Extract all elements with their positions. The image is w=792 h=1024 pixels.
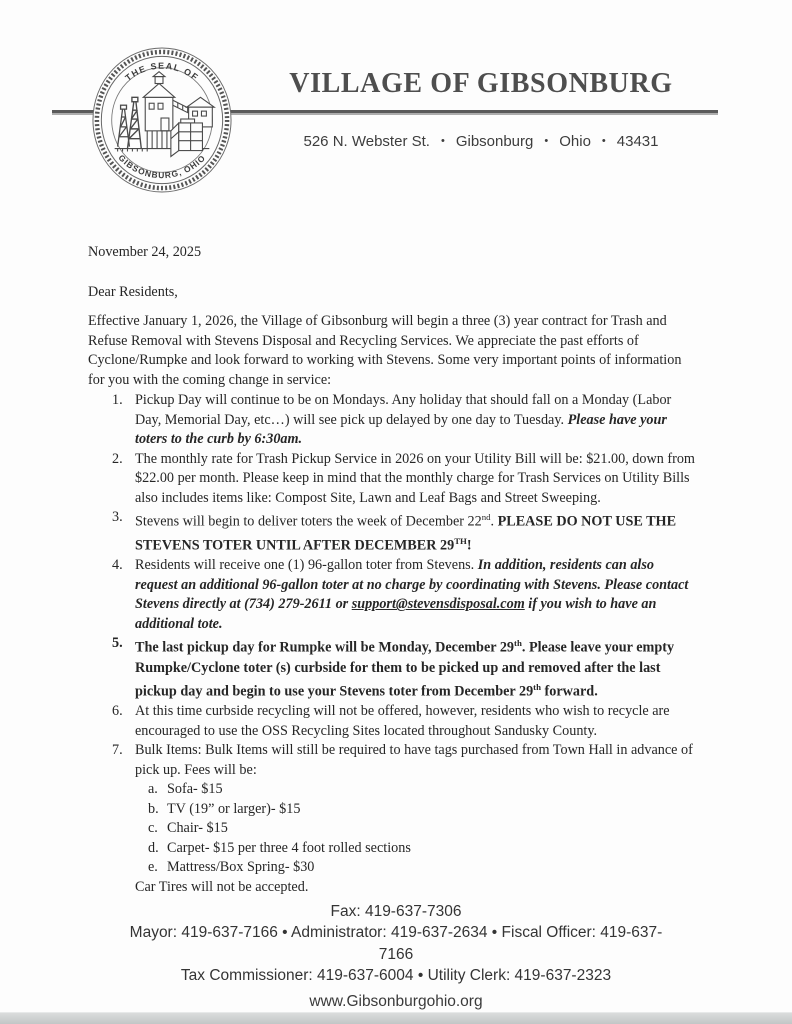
intro-paragraph: Effective January 1, 2026, the Village of Gibsonburg will begin a three (3) year contract for Trash and Refuse Removal with Stevens Disposal and Recycling Services. We appreciate the past efforts of Cyclone/Rumpke and look forward to working with Stevens. Some very important points of information for you with the coming change in service:: [88, 313, 682, 388]
page-title: VILLAGE OF GIBSONBURG: [289, 68, 673, 99]
text-run: forward.: [541, 683, 598, 700]
text-run: .: [490, 513, 498, 530]
item-number: 4.: [112, 557, 123, 574]
email-address: support@stevensdisposal.com: [351, 596, 525, 613]
item-number: 3.: [112, 509, 123, 525]
item-text: [135, 741, 696, 897]
list-item: [88, 634, 696, 702]
sub-item-text: Chair- $15: [167, 820, 228, 837]
scan-edge: [0, 1012, 792, 1024]
item-number: 5.: [112, 635, 123, 652]
item-text: [135, 634, 696, 702]
footer-line: 7166: [378, 945, 414, 963]
item-number: 1.: [112, 392, 123, 408]
item-number: 6.: [112, 703, 123, 720]
car-tires-note: Car Tires will not be accepted.: [135, 878, 309, 895]
address-zip: 43431: [616, 133, 659, 150]
footer-line: Mayor: 419-637-7166 • Administrator: 419-637-2634 • Fiscal Officer: 419-637-: [129, 924, 663, 942]
list-item: [88, 508, 696, 556]
sub-item-text: Mattress/Box Spring- $30: [167, 859, 315, 876]
text-run: !: [466, 537, 472, 554]
sub-list: [148, 780, 696, 878]
text-run: PLEASE DO NOT USE THE STEVENS TOTER UNTIL AFTER DECEMBER 29: [135, 513, 677, 554]
item-text: [135, 556, 696, 634]
sub-item-text: Sofa- $15: [167, 781, 223, 798]
list-item: [88, 450, 696, 509]
text-run: Bulk Items: Bulk Items will still be required to have tags purchased from Town Hall in advance of pick up. Fees will be:: [135, 742, 693, 778]
text-run: Stevens will begin to deliver toters the week of December 22: [135, 513, 482, 530]
sub-item-marker: e.: [148, 859, 158, 876]
item-number: 2.: [112, 450, 123, 467]
sub-list-item: [148, 839, 696, 859]
list-item: [88, 741, 696, 897]
text-run: The last pickup day for Rumpke will be Monday, December 29: [135, 640, 515, 657]
footer-line: Tax Commissioner: 419-637-6004 • Utility Clerk: 419-637-2323: [180, 966, 612, 984]
footer-line: Fax: 419-637-7306: [330, 903, 462, 920]
letter-date: November 24, 2025: [88, 244, 202, 260]
text-run: TH: [454, 536, 467, 547]
item-text: [135, 508, 696, 556]
list-item: [88, 391, 696, 450]
item-text: [135, 391, 696, 450]
bullet-separator: •: [440, 135, 445, 147]
text-run: In addition, residents can also request an additional 96-gallon toter at no charge by coordinating with Stevens. Please contact Stevens directly at (734) 279-2611 or: [135, 557, 689, 613]
item-number: 7.: [112, 742, 123, 759]
bullet-separator: •: [544, 135, 549, 147]
seal-top-text: THE SEAL OF: [123, 60, 201, 83]
item-text: [135, 450, 696, 509]
sub-item-marker: d.: [148, 839, 159, 856]
sub-item-marker: a.: [148, 781, 158, 798]
website-url: www.Gibsonburgohio.org: [309, 993, 483, 1010]
seal-bottom-text: GIBSONBURG, OHIO: [116, 152, 208, 181]
sub-item-marker: c.: [148, 820, 158, 837]
sub-item-marker: b.: [148, 800, 159, 817]
text-run: . Please leave your empty Rumpke/Cyclone toter (s) curbside for them to be picked up and removed after the last pickup day and begin to use your Stevens toter from December 29: [135, 640, 675, 700]
text-run: if you wish to have an additional tote.: [135, 596, 657, 632]
sub-item-text: TV (19” or larger)- $15: [167, 800, 301, 817]
bullet-separator: •: [601, 135, 606, 147]
sub-list-item: [148, 800, 696, 820]
list-item: [88, 556, 696, 634]
village-seal: [90, 46, 234, 194]
footer: [0, 901, 792, 986]
salutation: Dear Residents,: [88, 283, 178, 300]
sub-list-item: [148, 780, 696, 800]
address-street: 526 N. Webster St.: [303, 133, 430, 150]
text-run: Residents will receive one (1) 96-gallon toter from Stevens.: [135, 557, 478, 574]
address-city: Gibsonburg: [455, 133, 534, 150]
sub-list-item: [148, 858, 696, 878]
letter-body: [88, 243, 696, 897]
text-run: th: [533, 682, 541, 693]
sub-item-text: Carpet- $15 per three 4 foot rolled sections: [167, 839, 411, 856]
text-run: nd: [481, 512, 491, 522]
text-run: The monthly rate for Trash Pickup Service in 2026 on your Utility Bill will be: $21.00, down from $22.00 per month. Please keep in mind that the monthly charge for Trash Services on Utility Bills also includes items like: Compost Site, Lawn and Leaf Bags and Street Sweeping.: [135, 450, 695, 506]
address-state: Ohio: [559, 133, 591, 150]
item-text: [135, 702, 696, 741]
numbered-list: [88, 391, 696, 897]
address-line: [226, 133, 736, 150]
text-run: Pickup Day will continue to be on Mondays. Any holiday that should fall on a Monday (Labor Day, Memorial Day, etc…) will see pick up delayed by one day to Tuesday.: [135, 392, 672, 428]
list-item: [88, 702, 696, 741]
sub-list-item: [148, 819, 696, 839]
text-run: Please have your toters to the curb by 6:30am.: [135, 411, 667, 447]
text-run: th: [514, 638, 522, 649]
text-run: At this time curbside recycling will not be offered, however, residents who wish to recycle are encouraged to use the OSS Recycling Sites located throughout Sandusky County.: [135, 703, 670, 739]
